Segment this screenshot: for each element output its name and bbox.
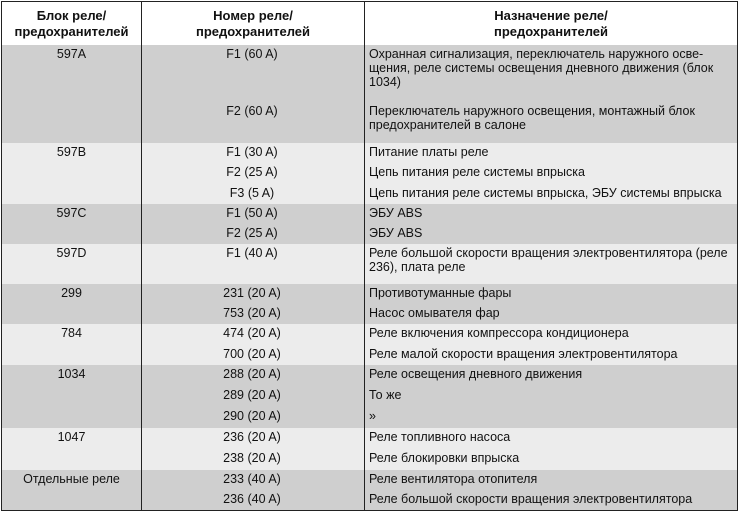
- block-cell: 597B: [56, 145, 87, 159]
- purpose-cell: Насос омывателя фар: [369, 306, 500, 320]
- number-cell: 231 (20 A): [223, 286, 281, 300]
- header-number: Номер реле/ предохранителей: [195, 7, 311, 39]
- block-cell: 1034: [57, 367, 86, 381]
- number-cell: F1 (40 A): [226, 246, 278, 260]
- number-cell: 233 (40 A): [223, 472, 281, 486]
- purpose-cell: Цепь питания реле системы впрыска: [369, 165, 585, 179]
- number-cell: 753 (20 A): [223, 306, 281, 320]
- number-cell: F3 (5 A): [229, 186, 275, 200]
- purpose-cell: Реле вентилятора отопителя: [369, 472, 538, 486]
- block-cell: 597A: [56, 47, 87, 61]
- header-purpose: Назначение реле/ предохранителей: [493, 7, 609, 39]
- purpose-cell: Цепь питания реле системы впрыска, ЭБУ системы впрыска: [369, 186, 722, 200]
- table-group: [2, 284, 737, 324]
- purpose-cell: »: [369, 409, 376, 423]
- table-group: [2, 244, 737, 284]
- purpose-cell: Реле блокировки впрыска: [369, 451, 520, 465]
- number-cell: F1 (30 A): [226, 145, 278, 159]
- purpose-cell: Реле топливного насоса: [369, 430, 511, 444]
- number-cell: 236 (20 A): [223, 430, 281, 444]
- number-cell: F1 (60 A): [226, 47, 278, 61]
- header-block: Блок реле/ предохранителей: [14, 7, 129, 39]
- number-cell: F1 (50 A): [226, 206, 278, 220]
- purpose-cell: Реле включения компрессора кондиционера: [369, 326, 629, 340]
- purpose-cell: Реле большой скорости вращения электровентилятора (реле 236), плата реле: [369, 246, 728, 274]
- purpose-cell: Противотуманные фары: [369, 286, 512, 300]
- purpose-cell: Переключатель наружного освещения, монтажный блок предохранителей в салоне: [369, 104, 695, 132]
- block-cell: 1047: [57, 430, 86, 444]
- purpose-cell: Реле освещения дневного движения: [369, 367, 583, 381]
- purpose-cell: Охранная сигнализация, переключатель наружного осве-щения, реле системы освещения дневного движения (блок 1034): [369, 47, 714, 89]
- purpose-cell: ЭБУ ABS: [369, 226, 423, 240]
- block-cell: 299: [61, 286, 82, 300]
- table-group: [2, 204, 737, 244]
- table-group: [2, 45, 737, 143]
- purpose-cell: Реле малой скорости вращения электровентилятора: [369, 347, 678, 361]
- table-group: [2, 143, 737, 204]
- column-divider: [141, 2, 142, 510]
- block-cell: 597C: [56, 206, 87, 220]
- number-cell: F2 (60 A): [226, 104, 278, 118]
- purpose-cell: Реле большой скорости вращения электровентилятора: [369, 492, 693, 506]
- table-group: [2, 470, 737, 510]
- purpose-cell: То же: [369, 388, 402, 402]
- table-group: [2, 324, 737, 365]
- purpose-cell: Питание платы реле: [369, 145, 489, 159]
- number-cell: F2 (25 A): [226, 165, 278, 179]
- table-group: [2, 365, 737, 428]
- number-cell: 289 (20 A): [223, 388, 281, 402]
- number-cell: 700 (20 A): [223, 347, 281, 361]
- number-cell: 288 (20 A): [223, 367, 281, 381]
- column-divider: [364, 2, 365, 510]
- number-cell: 236 (40 A): [223, 492, 281, 506]
- table-group: [2, 428, 737, 470]
- block-cell: 597D: [56, 246, 87, 260]
- block-cell: 784: [61, 326, 82, 340]
- relay-table: [1, 1, 738, 511]
- number-cell: 474 (20 A): [223, 326, 281, 340]
- purpose-cell: ЭБУ ABS: [369, 206, 423, 220]
- table-header: [2, 2, 737, 46]
- number-cell: 238 (20 A): [223, 451, 281, 465]
- number-cell: 290 (20 A): [223, 409, 281, 423]
- number-cell: F2 (25 A): [226, 226, 278, 240]
- block-cell: Отдельные реле: [23, 472, 120, 486]
